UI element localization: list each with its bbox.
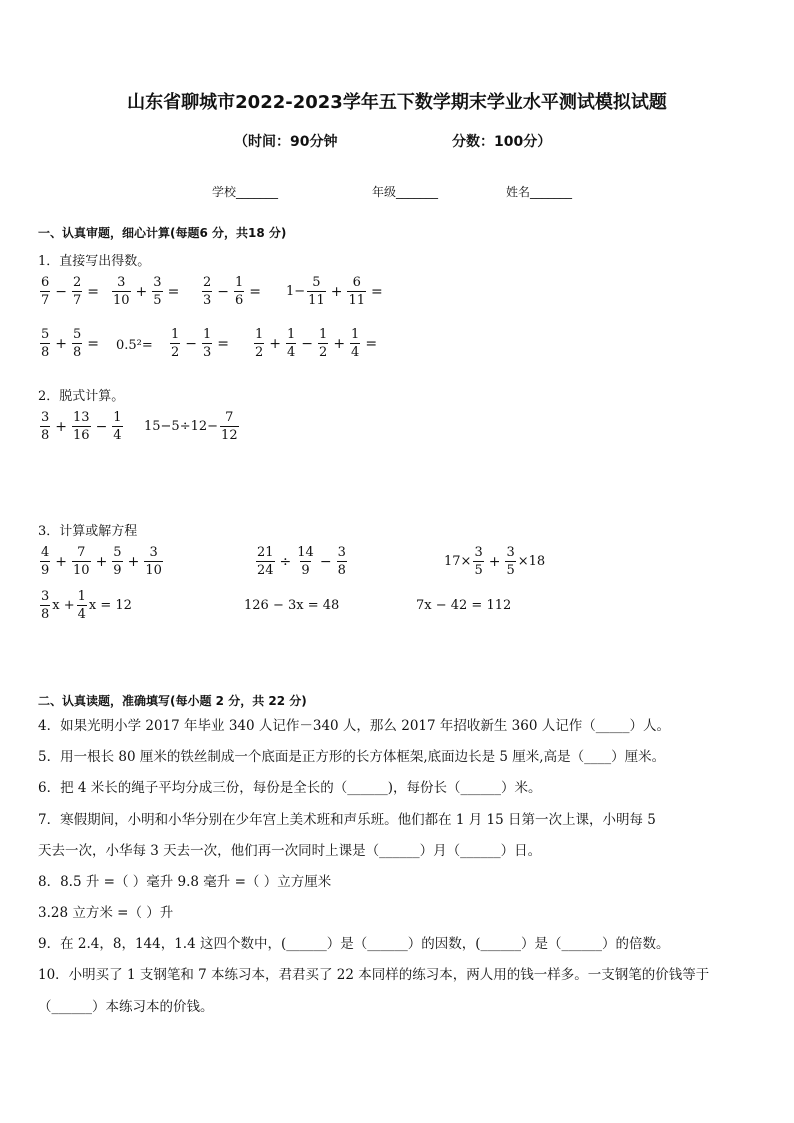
fraction: $\frac{5}{8}$ [41, 327, 50, 360]
fraction: $\frac{1}{2}$ [171, 327, 180, 360]
question-7-line-2: 天去一次，小华每 3 天去一次，他们再一次同时上课是（______）月（______）日。 [38, 843, 542, 859]
fraction: $\frac{1}{4}$ [77, 589, 86, 622]
question-1-prompt: 1．直接写出得数。 [38, 254, 151, 269]
q3-equation-1: $\frac{3}{8}$ x + $\frac{1}{4}$ x = 12 [41, 589, 132, 622]
fraction: $\frac{4}{9}$ [41, 545, 50, 578]
fraction: $\frac{2}{3}$ [203, 275, 212, 308]
fraction: $\frac{3}{8}$ [337, 545, 346, 578]
fraction: $\frac{5}{9}$ [113, 545, 122, 578]
question-8-line-2: 3.28 立方米 =（ ）升 [38, 905, 174, 921]
section-2-heading: 二、认真读题，准确填写(每小题 2 分，共 22 分) [38, 694, 307, 708]
fraction: $\frac{1}{2}$ [319, 327, 328, 360]
q1-expr-8: $\frac{1}{2}$ + $\frac{1}{4}$ − $\frac{1}{2}$ + $\frac{1}{4}$ = [255, 327, 378, 360]
page-title: 山东省聊城市2022-2023学年五下数学期末学业水平测试模拟试题 [127, 92, 667, 113]
question-6: 6．把 4 米长的绳子平均分成三份，每份是全长的（______)，每份长（______）米。 [38, 780, 542, 796]
fraction: $\frac{3}{10}$ [113, 275, 130, 308]
question-10-line-2: （______）本练习本的价钱。 [38, 999, 214, 1015]
q3-expr-2: $\frac{21}{24}$ ÷ $\frac{14}{9}$ − $\frac{3}{8}$ [257, 545, 346, 578]
q1-expr-5: $\frac{5}{8}$ + $\frac{5}{8}$ = [41, 327, 100, 360]
q3-equation-2: 126 − 3x = 48 [244, 598, 340, 613]
q1-expr-1: $\frac{6}{7}$ − $\frac{2}{7}$ = [41, 275, 100, 308]
fraction: $\frac{3}{5}$ [153, 275, 162, 308]
question-5: 5．用一根长 80 厘米的铁丝制成一个底面是正方形的长方体框架,底面边长是 5 厘米,高是（____）厘米。 [38, 749, 666, 765]
question-4: 4．如果光明小学 2017 年毕业 340 人记作－340 人，那么 2017 年招收新生 360 人记作（_____）人。 [38, 718, 670, 734]
q2-expr-1: $\frac{3}{8}$ + $\frac{13}{16}$ − $\frac{1}{4}$ [41, 410, 122, 443]
question-3-prompt: 3．计算或解方程 [38, 524, 138, 539]
fraction: $\frac{3}{5}$ [506, 545, 515, 578]
q3-expr-3: 17× $\frac{3}{5}$ + $\frac{3}{5}$ ×18 [444, 545, 546, 578]
q2-expr-2: 15−5÷12− $\frac{7}{12}$ [144, 410, 238, 443]
fraction: $\frac{1}{6}$ [235, 275, 244, 308]
exam-score: 分数：100分） [452, 134, 552, 150]
fraction: $\frac{1}{4}$ [287, 327, 296, 360]
exam-time: （时间：90分钟 [234, 134, 338, 150]
fraction: $\frac{1}{3}$ [203, 327, 212, 360]
q1-expr-7: $\frac{1}{2}$ − $\frac{1}{3}$ = [171, 327, 230, 360]
q3-equation-3: 7x − 42 = 112 [416, 598, 512, 613]
fraction: $\frac{3}{5}$ [474, 545, 483, 578]
fraction: $\frac{7}{10}$ [73, 545, 90, 578]
q1-expr-3: $\frac{2}{3}$ − $\frac{1}{6}$ = [203, 275, 262, 308]
fraction: $\frac{1}{4}$ [113, 410, 122, 443]
fraction: $\frac{13}{16}$ [73, 410, 90, 443]
fraction: $\frac{2}{7}$ [73, 275, 82, 308]
question-9: 9．在 2.4，8，144，1.4 这四个数中，(______）是（______）的因数，(______）是（______）的倍数。 [38, 936, 670, 952]
q3-expr-1: $\frac{4}{9}$ + $\frac{7}{10}$ + $\frac{5}{9}$ + $\frac{3}{10}$ [41, 545, 162, 578]
fraction: $\frac{1}{2}$ [255, 327, 264, 360]
q1-expr-2: $\frac{3}{10}$ + $\frac{3}{5}$ = [113, 275, 180, 308]
fraction: $\frac{6}{11}$ [348, 275, 365, 308]
grade-field[interactable]: 年级_______ [372, 185, 439, 199]
question-7-line-1: 7．寒假期间，小明和小华分别在少年宫上美术班和声乐班。他们都在 1 月 15 日第一次上课，小明每 5 [38, 812, 656, 828]
fraction: $\frac{3}{8}$ [41, 589, 50, 622]
question-8-line-1: 8．8.5 升 =（ ）毫升 9.8 毫升 =（ ）立方厘米 [38, 874, 332, 890]
section-1-heading: 一、认真审题，细心计算(每题6 分，共18 分) [38, 226, 287, 240]
name-field[interactable]: 姓名_______ [506, 185, 573, 199]
fraction: $\frac{3}{8}$ [41, 410, 50, 443]
fraction: $\frac{3}{10}$ [145, 545, 162, 578]
q1-expr-4: 1− $\frac{5}{11}$ + $\frac{6}{11}$ = [286, 275, 383, 308]
school-field[interactable]: 学校_______ [212, 185, 279, 199]
fraction: $\frac{21}{24}$ [257, 545, 274, 578]
fraction: $\frac{7}{12}$ [221, 410, 238, 443]
question-2-prompt: 2．脱式计算。 [38, 389, 125, 404]
fraction: $\frac{5}{11}$ [308, 275, 325, 308]
fraction: $\frac{1}{4}$ [351, 327, 360, 360]
question-10-line-1: 10．小明买了 1 支钢笔和 7 本练习本，君君买了 22 本同样的练习本，两人用的钱一样多。一支钢笔的价钱等于 [38, 967, 710, 983]
q1-expr-6: 0.5²= [116, 338, 153, 353]
fraction: $\frac{5}{8}$ [73, 327, 82, 360]
fraction: $\frac{6}{7}$ [41, 275, 50, 308]
fraction: $\frac{14}{9}$ [297, 545, 314, 578]
